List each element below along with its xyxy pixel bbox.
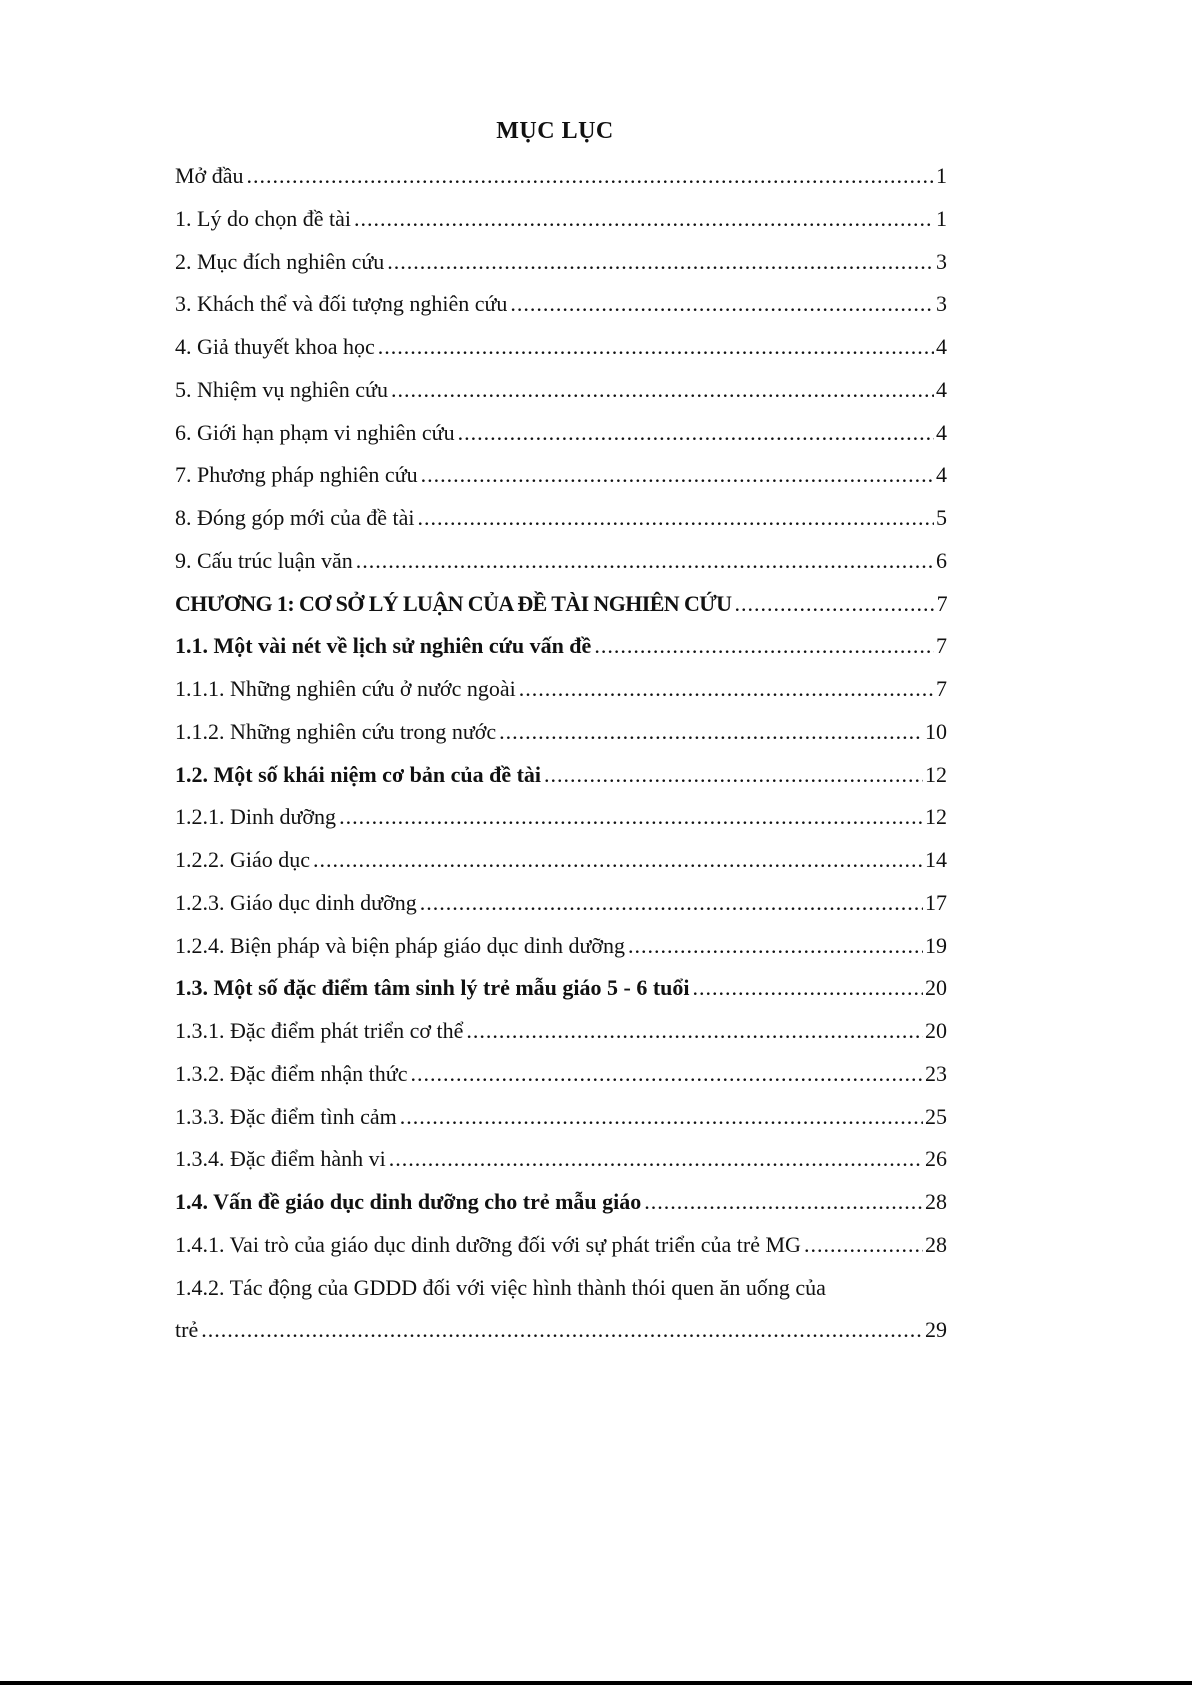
toc-entry-page-number: 26 — [925, 1146, 947, 1172]
toc-entry-page-number: 1 — [936, 163, 947, 188]
toc-entry[interactable] — [175, 1138, 947, 1181]
toc-entry[interactable] — [175, 1224, 947, 1267]
toc-entry-label: 1.4.1. Vai trò của giáo dục dinh dưỡng đối với sự phát triển của trẻ MG — [175, 1231, 801, 1257]
toc-entry-label: 1.1.2. Những nghiên cứu trong nước — [175, 718, 497, 744]
toc-entry-label: CHƯƠNG 1: CƠ SỞ LÝ LUẬN CỦA ĐỀ TÀI NGHIÊN CỨU — [175, 590, 732, 616]
toc-entry-label: 1.2.4. Biện pháp và biện pháp giáo dục dinh dưỡng — [175, 932, 626, 958]
toc-entry[interactable] — [175, 1096, 947, 1139]
toc-entry-page-number: 20 — [925, 1018, 947, 1043]
toc-entry-label: 4. Giả thuyết khoa học — [175, 334, 375, 359]
toc-entry[interactable] — [175, 839, 947, 882]
table-of-contents — [175, 155, 947, 1352]
toc-entry[interactable] — [175, 1010, 947, 1053]
toc-entry-page-number: 4 — [936, 334, 947, 359]
toc-entry[interactable] — [175, 412, 947, 455]
dot-leader — [734, 583, 934, 626]
dot-leader — [628, 925, 923, 968]
dot-leader — [378, 326, 934, 369]
dot-leader — [499, 711, 923, 754]
toc-entry-page-number: 7 — [936, 633, 947, 659]
dot-leader — [389, 1138, 923, 1181]
dot-leader — [510, 283, 934, 326]
toc-entry-page-number: 5 — [936, 505, 947, 530]
toc-entry[interactable] — [175, 1181, 947, 1224]
toc-entry-label: trẻ — [175, 1317, 199, 1343]
dot-leader — [400, 1096, 923, 1139]
dot-leader — [418, 497, 934, 540]
toc-entry-label: 5. Nhiệm vụ nghiên cứu — [175, 376, 388, 402]
toc-entry-page-number: 20 — [925, 975, 947, 1001]
dot-leader — [466, 1010, 923, 1053]
dot-leader — [354, 198, 934, 241]
toc-entry[interactable] — [175, 711, 947, 754]
toc-entry-page-number: 14 — [925, 847, 947, 872]
toc-entry[interactable] — [175, 497, 947, 540]
toc-entry-page-number: 29 — [925, 1317, 947, 1343]
toc-entry-label: 1.2.3. Giáo dục dinh dưỡng — [175, 889, 417, 915]
toc-entry-page-number: 4 — [936, 462, 947, 488]
dot-leader — [313, 839, 923, 882]
dot-leader — [519, 668, 934, 711]
toc-entry-page-number: 12 — [925, 761, 947, 787]
toc-entry-label: 1.1. Một vài nét về lịch sử nghiên cứu vấn đề — [175, 633, 592, 659]
toc-entry-label: 1.1.1. Những nghiên cứu ở nước ngoài — [175, 676, 516, 701]
dot-leader — [693, 967, 923, 1010]
toc-entry-label: 1.3.1. Đặc điểm phát triển cơ thể — [175, 1018, 464, 1043]
toc-entry[interactable] — [175, 454, 947, 497]
dot-leader — [339, 796, 923, 839]
toc-entry[interactable] — [175, 155, 947, 198]
toc-entry-label: 1.2.2. Giáo dục — [175, 847, 311, 872]
toc-entry[interactable] — [175, 754, 947, 797]
dot-leader — [594, 625, 934, 668]
toc-entry[interactable] — [175, 283, 947, 326]
toc-entry[interactable] — [175, 198, 947, 241]
toc-entry[interactable] — [175, 668, 947, 711]
toc-entry-label: 1.3.4. Đặc điểm hành vi — [175, 1146, 386, 1172]
dot-leader — [458, 412, 934, 455]
toc-entry[interactable] — [175, 540, 947, 583]
toc-entry[interactable] — [175, 796, 947, 839]
toc-entry-wrapped-line1[interactable] — [175, 1267, 947, 1310]
toc-entry-label: 1.4. Vấn đề giáo dục dinh dưỡng cho trẻ mẫu giáo — [175, 1189, 642, 1214]
toc-entry-page-number: 4 — [936, 376, 947, 402]
toc-entry-label: 1.3. Một số đặc điểm tâm sinh lý trẻ mẫu giáo 5 - 6 tuổi — [175, 975, 690, 1001]
toc-entry-wrapped-line2[interactable] — [175, 1309, 947, 1352]
toc-entry-page-number: 23 — [925, 1060, 947, 1086]
dot-leader — [544, 754, 923, 797]
toc-entry-label: 7. Phương pháp nghiên cứu — [175, 462, 418, 488]
dot-leader — [387, 241, 934, 284]
dot-leader — [410, 1053, 923, 1096]
toc-entry-page-number: 28 — [925, 1189, 947, 1214]
toc-entry[interactable] — [175, 1053, 947, 1096]
toc-entry[interactable] — [175, 369, 947, 412]
toc-entry-label: Mở đầu — [175, 163, 244, 188]
toc-entry[interactable] — [175, 882, 947, 925]
toc-entry-label: 6. Giới hạn phạm vi nghiên cứu — [175, 419, 455, 445]
toc-entry-page-number: 28 — [925, 1231, 947, 1257]
dot-leader — [246, 155, 934, 198]
toc-entry[interactable] — [175, 967, 947, 1010]
toc-entry-label: 1. Lý do chọn đề tài — [175, 205, 351, 231]
toc-entry-page-number: 6 — [936, 547, 947, 573]
toc-entry[interactable] — [175, 241, 947, 284]
toc-entry-page-number: 10 — [925, 718, 947, 744]
toc-entry-label: 9. Cấu trúc luận văn — [175, 547, 353, 573]
toc-entry[interactable] — [175, 326, 947, 369]
toc-entry-page-number: 7 — [936, 676, 947, 701]
page-title: MỤC LỤC — [496, 118, 614, 144]
toc-entry-label: 3. Khách thể và đối tượng nghiên cứu — [175, 291, 508, 317]
dot-leader — [420, 882, 923, 925]
toc-entry-label: 2. Mục đích nghiên cứu — [175, 248, 385, 274]
toc-entry-page-number: 3 — [936, 248, 947, 274]
toc-entry-label: 8. Đóng góp mới của đề tài — [175, 505, 415, 530]
toc-entry[interactable] — [175, 583, 947, 626]
dot-leader — [644, 1181, 923, 1224]
toc-entry-label: 1.4.2. Tác động của GDDD đối với việc hình thành thói quen ăn uống của — [175, 1274, 826, 1300]
dot-leader — [391, 369, 934, 412]
toc-entry[interactable] — [175, 625, 947, 668]
dot-leader — [356, 540, 934, 583]
toc-entry-label: 1.2.1. Dinh dưỡng — [175, 804, 337, 830]
toc-entry-page-number: 1 — [936, 205, 947, 231]
dot-leader — [201, 1309, 923, 1352]
dot-leader — [804, 1224, 923, 1267]
toc-entry-page-number: 3 — [936, 291, 947, 317]
toc-entry-page-number: 25 — [925, 1103, 947, 1129]
toc-entry-label: 1.3.2. Đặc điểm nhận thức — [175, 1060, 408, 1086]
toc-entry-page-number: 4 — [936, 419, 947, 445]
toc-entry-page-number: 7 — [936, 590, 947, 616]
toc-entry-page-number: 17 — [925, 889, 947, 915]
toc-entry-label: 1.2. Một số khái niệm cơ bản của đề tài — [175, 761, 542, 787]
toc-entry-page-number: 12 — [925, 804, 947, 830]
page-bottom-edge — [0, 1681, 1192, 1685]
dot-leader — [421, 454, 934, 497]
toc-entry-label: 1.3.3. Đặc điểm tình cảm — [175, 1103, 397, 1129]
toc-entry[interactable] — [175, 925, 947, 968]
toc-entry-page-number: 19 — [925, 932, 947, 958]
